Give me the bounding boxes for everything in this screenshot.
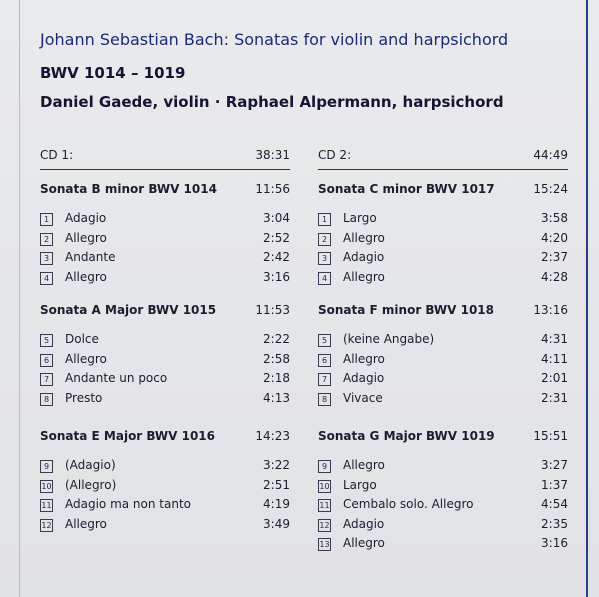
track-title: Adagio: [343, 371, 385, 385]
track-row: [40, 331, 290, 351]
sonata-header: [318, 429, 568, 447]
track-row: [40, 210, 290, 230]
sonata-duration: 15:51: [533, 429, 568, 443]
track-title: Allegro: [343, 351, 385, 366]
track-title: Allegro: [65, 269, 107, 284]
track-number: 6: [40, 354, 53, 367]
cd-header: [40, 148, 290, 164]
cd-2-column: [318, 148, 568, 550]
sonata-block: [318, 182, 568, 288]
divider: [318, 169, 568, 170]
track-number: 5: [318, 334, 331, 347]
track-number: 1: [40, 213, 53, 226]
track-row: [40, 457, 290, 477]
track-row: [318, 331, 568, 351]
track-row: [40, 249, 290, 269]
track-title: Largo: [343, 211, 377, 225]
track-title: Allegro: [65, 516, 107, 531]
track-duration: 3:04: [263, 211, 290, 225]
track-duration: 2:22: [263, 332, 290, 346]
track-duration: 3:22: [263, 458, 290, 472]
track-number: 7: [318, 373, 331, 386]
track-row: [318, 210, 568, 230]
track-number: 9: [318, 460, 331, 473]
track-duration: 2:18: [263, 371, 290, 385]
track-title: (Allegro): [65, 477, 117, 492]
track-number: 7: [40, 373, 53, 386]
track-row: [40, 516, 290, 536]
track-title: Andante: [65, 250, 116, 264]
track-number: 8: [318, 393, 331, 406]
track-number: 12: [319, 520, 330, 530]
track-title: Allegro: [343, 536, 385, 550]
track-number: 11: [319, 501, 330, 510]
track-title: Adagio: [343, 250, 385, 264]
sonata-duration: 15:24: [533, 182, 568, 196]
track-number: 5: [40, 334, 53, 347]
track-row: [318, 390, 568, 410]
track-duration: 1:37: [541, 477, 568, 492]
track-list: [318, 457, 568, 555]
performers: Daniel Gaede, violin · Raphael Alpermann, harpsichord: [40, 93, 504, 111]
track-number: 2: [318, 233, 331, 246]
track-number: 12: [41, 520, 52, 530]
sonata-duration: 14:23: [255, 429, 290, 443]
track-duration: 4:11: [541, 351, 568, 366]
track-title: Adagio: [343, 516, 385, 531]
track-number: 3: [318, 252, 331, 265]
track-title: Allegro: [343, 269, 385, 284]
sonata-block: [318, 429, 568, 555]
sonata-block: [40, 429, 290, 535]
left-margin-line: [19, 0, 20, 597]
track-row: [318, 477, 568, 497]
track-number: 3: [40, 252, 53, 265]
sonata-header: [40, 182, 290, 200]
track-number: 6: [318, 354, 331, 367]
track-list: [40, 331, 290, 409]
track-title: Allegro: [343, 230, 385, 245]
cd-label: CD 2:: [318, 148, 352, 162]
sonata-header: [318, 182, 568, 200]
track-title: Adagio: [65, 211, 107, 225]
sonata-duration: 13:16: [533, 303, 568, 317]
track-title: Dolce: [65, 332, 99, 346]
sonata-duration: 11:56: [255, 182, 290, 196]
track-duration: 3:27: [541, 458, 568, 472]
track-row: [40, 230, 290, 250]
bwv-range: BWV 1014 – 1019: [40, 64, 186, 82]
track-number: 4: [318, 272, 331, 285]
sonata-header: [318, 303, 568, 321]
track-row: [318, 535, 568, 555]
track-row: [40, 269, 290, 289]
track-title: (keine Angabe): [343, 332, 435, 346]
track-duration: 4:54: [541, 497, 568, 511]
track-duration: 4:31: [541, 332, 568, 346]
track-row: [40, 477, 290, 497]
track-duration: 4:19: [263, 497, 290, 511]
track-duration: 4:28: [541, 269, 568, 284]
sonata-block: [40, 303, 290, 409]
track-list: [40, 457, 290, 535]
track-list: [318, 331, 568, 409]
track-duration: 4:13: [263, 390, 290, 405]
track-number: 1: [318, 213, 331, 226]
cd-1-column: [40, 148, 290, 531]
track-number: 2: [40, 233, 53, 246]
sonata-block: [318, 303, 568, 409]
track-duration: 3:49: [263, 516, 290, 531]
track-row: [318, 496, 568, 516]
track-title: Allegro: [343, 458, 385, 472]
track-row: [318, 230, 568, 250]
cd-label: CD 1:: [40, 148, 74, 162]
sonata-title: Sonata C minor BWV 1017: [318, 182, 495, 196]
track-title: Vivace: [343, 390, 383, 405]
track-duration: 4:20: [541, 230, 568, 245]
track-number: 10: [319, 481, 330, 491]
track-title: Cembalo solo. Allegro: [343, 497, 474, 511]
track-title: Allegro: [65, 351, 107, 366]
track-duration: 3:16: [541, 536, 568, 550]
divider: [40, 169, 290, 170]
track-number: 8: [40, 393, 53, 406]
track-title: Allegro: [65, 230, 107, 245]
track-duration: 2:58: [263, 351, 290, 366]
sonata-header: [40, 303, 290, 321]
track-row: [318, 370, 568, 390]
sonata-block: [40, 182, 290, 288]
track-list: [318, 210, 568, 288]
right-edge-line: [586, 0, 588, 597]
sonata-title: Sonata A Major BWV 1015: [40, 303, 217, 317]
track-row: [40, 370, 290, 390]
cd-total-time: 44:49: [533, 148, 568, 162]
track-duration: 2:51: [263, 477, 290, 492]
sonata-duration: 11:53: [255, 303, 290, 317]
track-duration: 3:16: [263, 269, 290, 284]
cd-total-time: 38:31: [255, 148, 290, 162]
track-title: Presto: [65, 390, 103, 405]
sonata-header: [40, 429, 290, 447]
track-duration: 2:01: [541, 371, 568, 385]
track-row: [318, 457, 568, 477]
sonata-title: Sonata B minor BWV 1014: [40, 182, 217, 196]
track-duration: 2:31: [541, 390, 568, 405]
cd-header: [318, 148, 568, 164]
track-row: [40, 390, 290, 410]
track-number: 9: [40, 460, 53, 473]
track-row: [318, 269, 568, 289]
track-row: [318, 351, 568, 371]
track-number: 10: [41, 481, 52, 491]
track-duration: 2:35: [541, 516, 568, 531]
track-duration: 3:58: [541, 211, 568, 225]
sonata-title: Sonata G Major BWV 1019: [318, 429, 495, 443]
sonata-title: Sonata F minor BWV 1018: [318, 303, 495, 317]
track-duration: 2:42: [263, 250, 290, 264]
track-row: [40, 496, 290, 516]
page-title: Johann Sebastian Bach: Sonatas for violin and harpsichord: [40, 30, 509, 49]
track-row: [40, 351, 290, 371]
track-duration: 2:37: [541, 250, 568, 264]
track-row: [318, 516, 568, 536]
track-list: [40, 210, 290, 288]
track-title: Adagio ma non tanto: [65, 497, 192, 511]
track-title: Andante un poco: [65, 371, 168, 385]
track-title: Largo: [343, 477, 377, 492]
track-row: [318, 249, 568, 269]
track-number: 13: [319, 540, 330, 549]
track-number: 11: [41, 501, 52, 510]
track-duration: 2:52: [263, 230, 290, 245]
track-number: 4: [40, 272, 53, 285]
track-title: (Adagio): [65, 458, 116, 472]
sonata-title: Sonata E Major BWV 1016: [40, 429, 215, 443]
